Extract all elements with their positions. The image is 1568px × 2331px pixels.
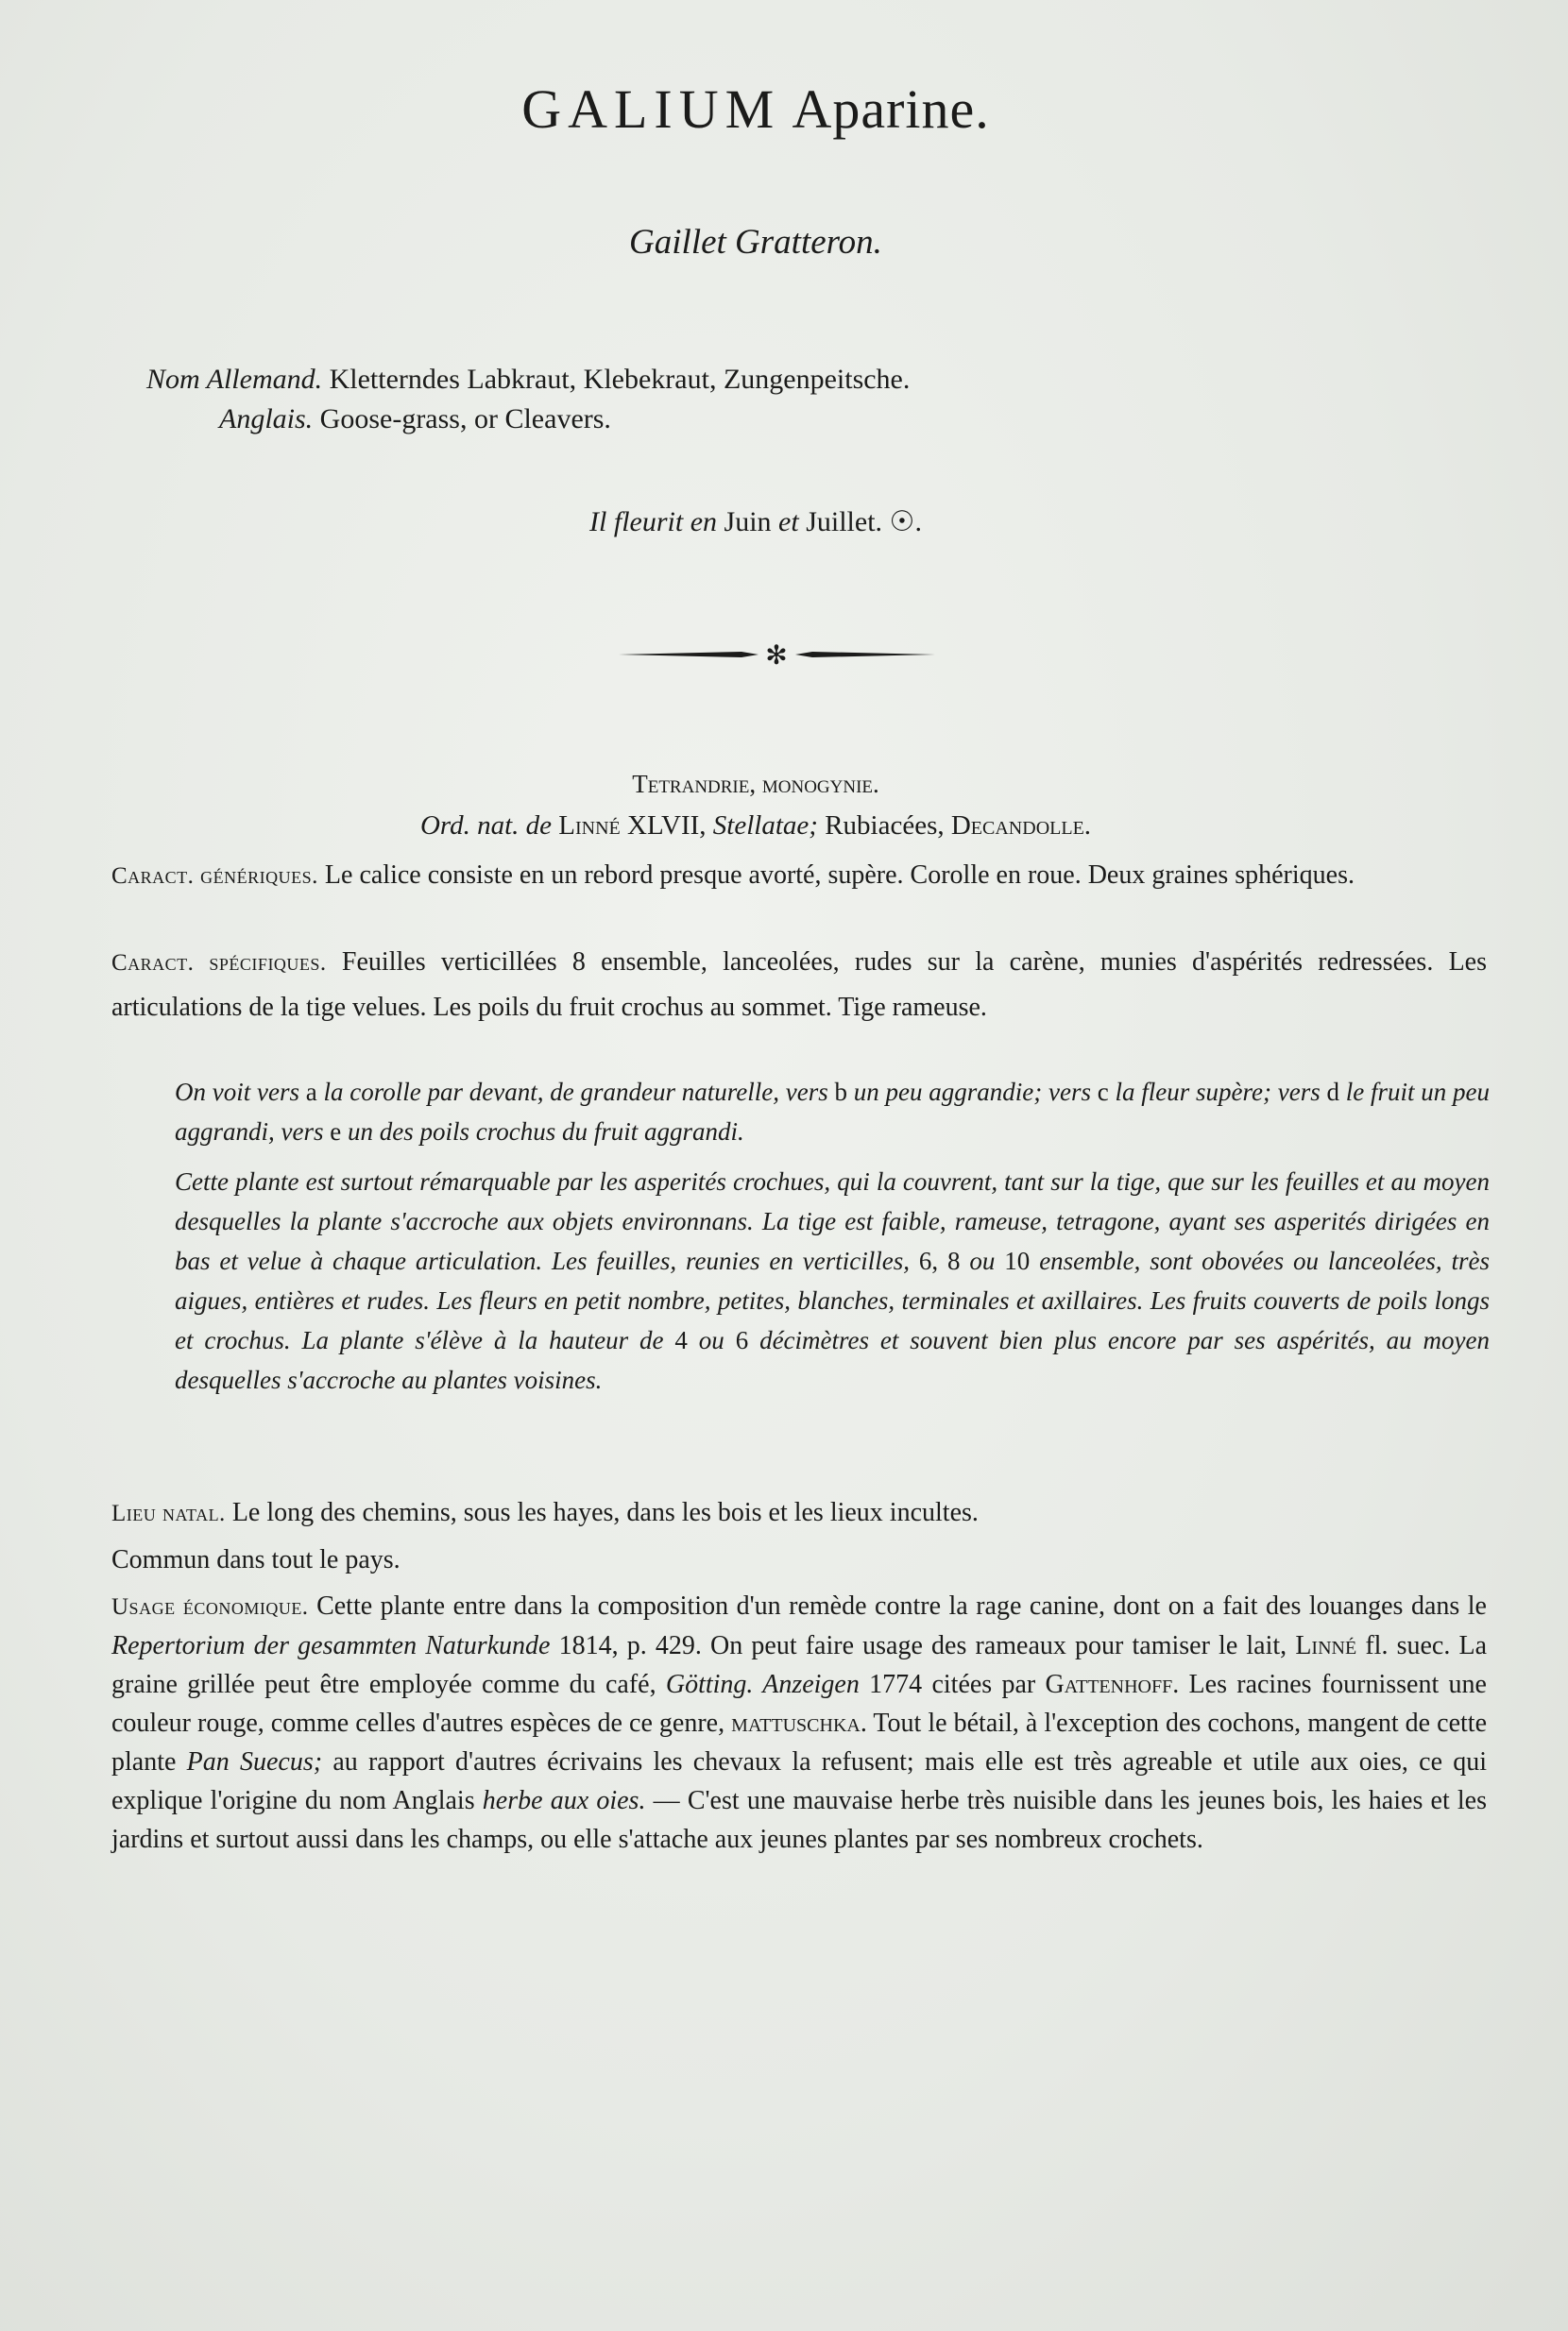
- specific-characters: [111, 940, 1487, 1029]
- classification-line-1: Tetrandrie, monogynie.: [632, 770, 879, 798]
- english-label: Anglais.: [219, 403, 314, 434]
- page-title: [0, 77, 1511, 141]
- genus-name: GALIUM: [521, 78, 781, 140]
- german-names-line: [146, 364, 910, 396]
- species-name: Aparine.: [792, 78, 990, 140]
- figure-explanation: On voit vers a la corolle par devant, de grandeur naturelle, vers b un peu aggrandie; vers c la fleur supère; vers d le fruit un peu aggrandi, vers e un des poils crochus du fruit aggrandi.: [175, 1078, 1491, 1146]
- usage-section: Usage économique. Cette plante entre dans la composition d'un remède contre la rage canine, dont on a fait des louanges dans le Repertorium der gesammten Naturkunde 1814, p. 429. On peut faire usage des rameaux pour tamiser le lait, Linné fl. suec. La graine grillée peut être employée comme du café, Götting. Anzeigen 1774 citées par Gattenhoff. Les racines fournissent une couleur rouge, comme celles d'autres espèces de ce genre, mattuschka. Tout le bétail, à l'exception des cochons, mangent de cette plante Pan Suecus; au rapport d'autres écrivains les chevaux la refusent; mais elle est très agreable et utile aux oies, ce qui explique l'origine du nom Anglais herbe aux oies. — C'est une mauvaise herbe très nuisible dans les jeunes bois, les haies et les jardins et surtout aussi dans les champs, ou elle s'attache aux jeunes plantes par ses nombreux crochets.: [111, 1591, 1488, 1854]
- habitat-section: [111, 1490, 1487, 1536]
- usage-label: Usage économique.: [111, 1594, 309, 1620]
- specific-text: Feuilles verticillées 8 ensemble, lanceolées, rudes sur la carène, munies d'aspérités redressées. Les articulations de la tige velues. Les poils du fruit crochus au sommet. Tige rameuse.: [111, 947, 1487, 1022]
- habitat-common: Commun dans tout le pays.: [111, 1545, 401, 1574]
- common-name-subtitle: Gaillet Gratteron.: [629, 223, 882, 262]
- habitat-label: Lieu natal.: [111, 1501, 226, 1526]
- specific-label: Caract. spécifiques.: [111, 950, 327, 976]
- english-names-line: [219, 403, 611, 435]
- generic-label: Caract. génériques.: [111, 863, 318, 889]
- german-label: Nom Allemand.: [146, 364, 323, 395]
- flowering-line: Il fleurit en Juin et Juillet. ☉.: [589, 506, 922, 537]
- classification-line-2: Ord. nat. de Linné XLVII, Stellatae; Rubiacées, Decandolle.: [419, 810, 1092, 841]
- english-names: Goose-grass, or Cleavers.: [319, 403, 611, 434]
- ornament-divider: [619, 640, 935, 669]
- german-names: Kletterndes Labkraut, Klebekraut, Zungenpeitsche.: [329, 364, 911, 395]
- svg-text:✻: ✻: [765, 640, 788, 669]
- generic-characters: [111, 853, 1487, 898]
- annual-symbol: ☉.: [889, 506, 922, 537]
- generic-text: Le calice consiste en un rebord presque avorté, supère. Corolle en roue. Deux graines sphériques.: [324, 860, 1355, 890]
- habitat-text: Le long des chemins, sous les hayes, dans les bois et les lieux incultes.: [231, 1498, 979, 1527]
- plant-description: Cette plante est surtout rémarquable par les asperités crochues, qui la couvrent, tant sur la tige, que sur les feuilles et au moyen desquelles la plante s'accroche aux objets environnans. La tige est faible, rameuse, tetragone, ayant ses asperités dirigées en bas et velue à chaque articulation. Les feuilles, reunies en verticilles, 6, 8 ou 10 ensemble, sont obovées ou lanceolées, très aigues, entières et rudes. Les fleurs en petit nombre, petites, blanches, terminales et axillaires. Les fruits couverts de poils longs et crochus. La plante s'élève à la hauteur de 4 ou 6 décimètres et souvent bien plus encore par ses aspérités, au moyen desquelles s'accroche au plantes voisines.: [175, 1167, 1491, 1394]
